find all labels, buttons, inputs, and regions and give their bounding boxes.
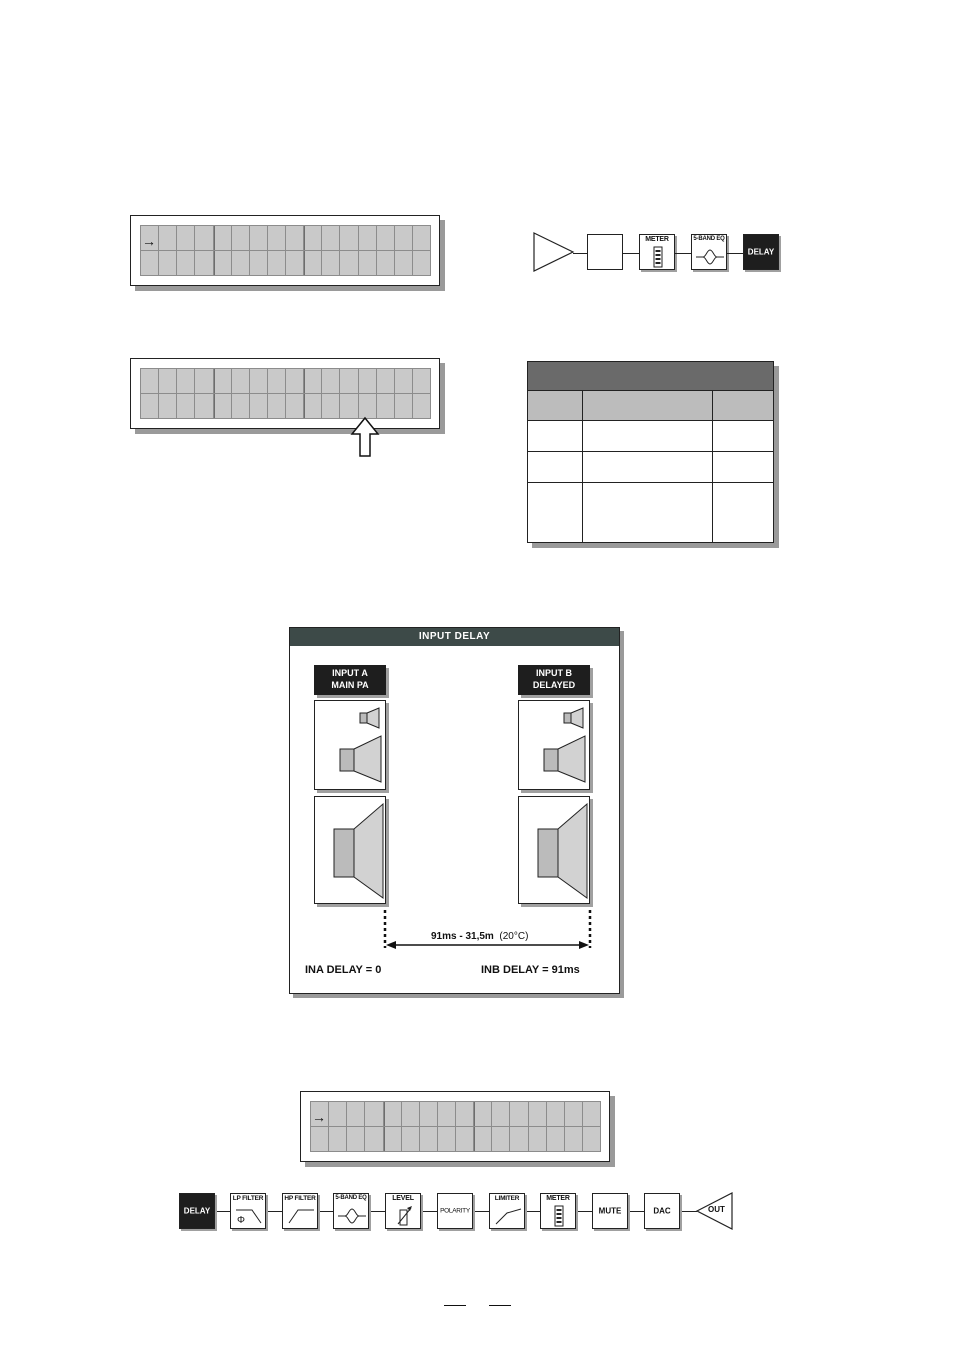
table-row [527,421,774,452]
input-b-tag [518,665,590,695]
speaker-cabinet-top-b [518,700,590,790]
lcd-display-1 [130,215,440,286]
page-number-line [489,1305,511,1306]
lcd-cell [195,251,212,275]
lcd-cell [141,251,158,275]
lcd-cell [268,226,285,250]
lcd-cell [159,369,176,393]
lcd-cell [420,1102,437,1126]
lcd-cell [268,251,285,275]
table-column-divider [712,391,713,543]
lcd-cell [547,1102,564,1126]
lcd-cell [395,369,412,393]
hp-filter-block [282,1193,318,1229]
meter-block [540,1193,576,1229]
distance-value: 91ms - 31,5m [431,931,494,942]
table-column-divider [582,391,583,543]
lcd-cell [304,251,321,275]
input-amplifier-icon [533,232,575,272]
woofer-icon [333,803,385,899]
lcd-cursor-arrow-icon: → [312,1109,326,1125]
lcd-cell [141,394,158,418]
meter-label: METER [645,236,669,243]
polarity-label: POLARITY [440,1207,470,1215]
signal-wire [675,253,691,254]
woofer-icon [537,803,589,899]
table-row [527,452,774,483]
lcd-cell [195,226,212,250]
delay-block [179,1193,215,1229]
dac-label: DAC [653,1206,671,1216]
eq-label: 5-BAND EQ [335,1195,367,1201]
lcd-cell [311,1127,328,1151]
meter-block [639,234,675,270]
lcd-cell [377,226,394,250]
input-a-tag [314,665,386,695]
lcd-display-2 [130,358,440,429]
lcd-cell [232,226,249,250]
input-a-line2: MAIN PA [331,680,369,690]
lcd-cell [377,369,394,393]
lcd-display-3 [300,1091,610,1162]
lcd-cell [365,1127,382,1151]
lcd-cell [286,394,303,418]
lcd-cell [340,369,357,393]
input-delay-diagram [289,627,620,994]
eq-block [333,1193,369,1229]
lp-filter-block [230,1193,266,1229]
delay-label: DELAY [183,1206,211,1216]
phase-symbol: Φ [237,1215,245,1226]
lcd-cell [340,251,357,275]
midrange-speaker-icon [339,735,383,783]
midrange-speaker-icon [543,735,587,783]
lcd-cell [214,369,231,393]
temperature-value: (20°C) [499,931,529,942]
signal-wire [623,253,639,254]
lcd-cell [214,226,231,250]
mute-label: MUTE [598,1206,622,1216]
lcd-cell [413,251,430,275]
lcd-cell [250,369,267,393]
lcd-cell [365,1102,382,1126]
lcd-cell [347,1102,364,1126]
lcd-cell [177,369,194,393]
meter-icon [653,246,663,268]
table-row [527,483,774,514]
out-label: OUT [708,1205,725,1214]
empty-block [587,234,623,270]
lcd-cell [402,1127,419,1151]
lcd-cell [359,369,376,393]
lcd-cell [195,369,212,393]
lcd-cell [250,226,267,250]
limiter-curve-icon [494,1206,522,1226]
highpass-icon [287,1206,315,1226]
lcd-cell [377,394,394,418]
lcd-cell [177,394,194,418]
speaker-cabinet-bottom-a [314,796,386,904]
distance-label [431,931,528,942]
lcd-cell [413,226,430,250]
eq-curve-icon [695,247,725,267]
lcd-cell [304,394,321,418]
signal-wire [573,253,587,254]
lcd-cell [510,1127,527,1151]
table-column-header-row [527,391,774,421]
lcd-cell [159,394,176,418]
lcd-cell [583,1127,600,1151]
lcd-cell [456,1102,473,1126]
lcd-cell [322,251,339,275]
lcd-cell [177,251,194,275]
lcd-cell [322,226,339,250]
lcd-cell [547,1127,564,1151]
tweeter-icon [359,707,383,729]
lcd-cell [395,226,412,250]
lcd-cell [474,1127,491,1151]
lcd-cell [395,394,412,418]
lcd-cell [268,394,285,418]
lcd-cell [359,226,376,250]
lcd-cell [565,1102,582,1126]
meter-label: METER [546,1195,570,1202]
lcd-cell [413,394,430,418]
speaker-cabinet-bottom-b [518,796,590,904]
lcd-cell [232,394,249,418]
lcd-cell [214,251,231,275]
lcd-cell [359,251,376,275]
lcd-cell [340,226,357,250]
lcd-cell [510,1102,527,1126]
lcd-cell [420,1127,437,1151]
parameter-table [527,361,774,543]
hp-filter-label: HP FILTER [284,1195,316,1202]
lcd-cell [159,251,176,275]
tweeter-icon [563,707,587,729]
lcd-cell [232,369,249,393]
lcd-cell [529,1102,546,1126]
lcd-cell [250,394,267,418]
lcd-cell [359,394,376,418]
lcd-cell [322,369,339,393]
lcd-cursor-arrow-icon: → [142,233,156,249]
lcd-character-grid [140,368,431,419]
distance-arrow [380,908,600,952]
lcd-cell [384,1102,401,1126]
limiter-label: LIMITER [494,1195,520,1202]
lcd-cell [413,369,430,393]
level-block [385,1193,421,1229]
lcd-cell [195,394,212,418]
lcd-cell [304,369,321,393]
lcd-cell [583,1102,600,1126]
page-number-line [444,1305,466,1306]
level-label: LEVEL [392,1195,414,1202]
lcd-cell [377,251,394,275]
lcd-cell [286,226,303,250]
delay-block [743,234,779,270]
lcd-cell [322,394,339,418]
lcd-cell [565,1127,582,1151]
panel-title: INPUT DELAY [290,628,619,646]
lcd-cell [268,369,285,393]
table-row [527,513,774,543]
lcd-cell [438,1127,455,1151]
lcd-cell [286,369,303,393]
inb-delay-text: INB DELAY = 91ms [481,964,580,976]
speaker-cabinet-top-a [314,700,386,790]
lcd-character-grid [310,1101,601,1152]
lcd-character-grid [140,225,431,276]
lcd-cell [286,251,303,275]
meter-icon [554,1205,564,1227]
lcd-cell [159,226,176,250]
level-pot-icon [395,1205,415,1227]
lp-filter-label: LP FILTER [232,1195,264,1202]
lcd-cell [214,394,231,418]
lcd-cell [329,1127,346,1151]
lcd-cell [492,1102,509,1126]
lcd-cell [438,1102,455,1126]
lcd-cell [250,251,267,275]
lcd-cell [384,1127,401,1151]
up-arrow-icon [350,416,380,458]
mute-block [592,1193,628,1229]
input-a-line1: INPUT A [332,668,368,678]
input-b-line2: DELAYED [532,680,576,690]
lcd-cell [232,251,249,275]
input-b-line1: INPUT B [536,668,572,678]
table-header [527,361,774,391]
lcd-cell [340,394,357,418]
eq-curve-icon [337,1206,367,1226]
eq-block [691,234,727,270]
eq-label: 5-BAND EQ [693,236,725,242]
signal-wire [727,253,743,254]
lcd-cell [529,1127,546,1151]
lcd-cell [492,1127,509,1151]
lcd-cell [395,251,412,275]
lcd-cell [177,226,194,250]
lcd-cell [347,1127,364,1151]
delay-label: DELAY [747,247,775,257]
ina-delay-text: INA DELAY = 0 [305,964,382,976]
lcd-cell [304,226,321,250]
lcd-cell [141,369,158,393]
lcd-cell [474,1102,491,1126]
limiter-block [489,1193,525,1229]
lcd-cell [456,1127,473,1151]
lcd-cell [329,1102,346,1126]
lcd-cell [402,1102,419,1126]
polarity-block [437,1193,473,1229]
dac-block [644,1193,680,1229]
